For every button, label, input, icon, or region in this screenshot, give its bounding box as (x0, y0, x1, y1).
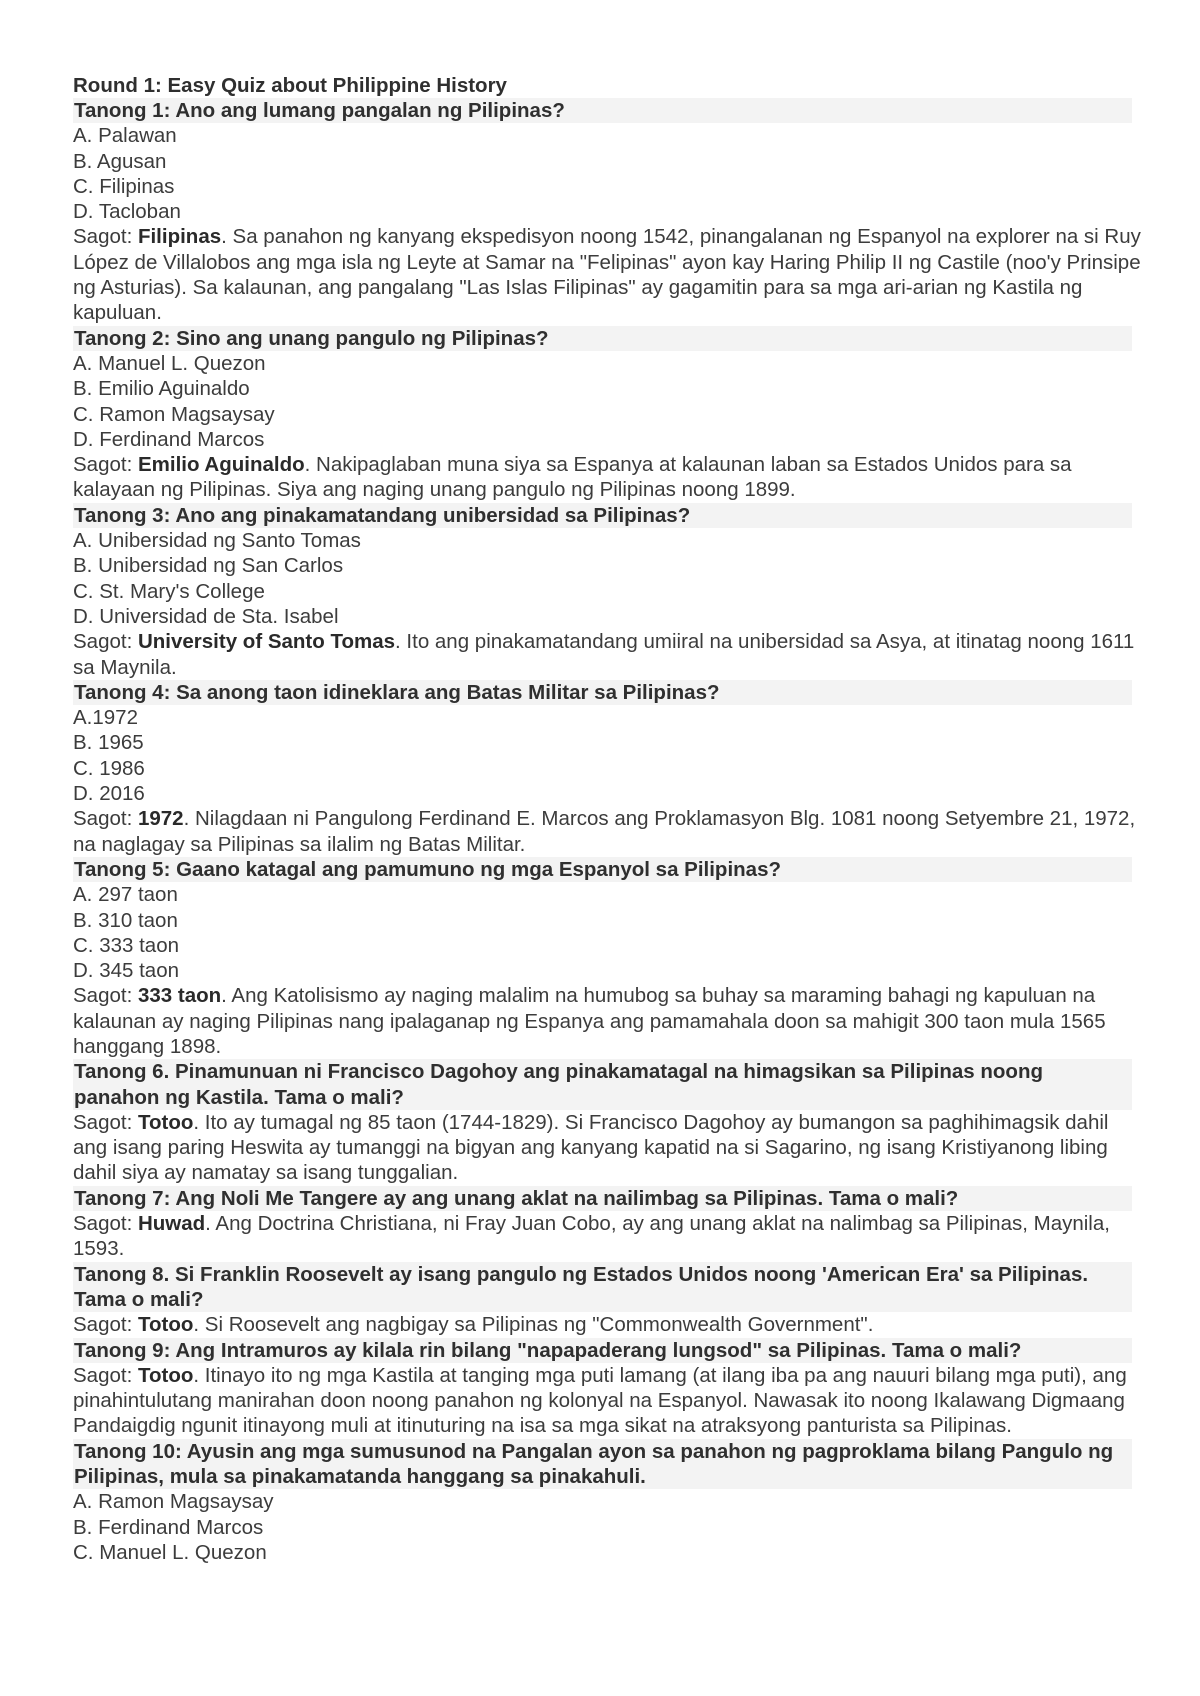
answer-label: Sagot: (73, 984, 138, 1008)
answer-label: Sagot: (73, 1212, 138, 1236)
answer-option: B. 1965 (73, 731, 144, 755)
answer-option: D. Tacloban (73, 200, 181, 224)
answer-detail: . Nilagdaan ni Pangulong Ferdinand E. Marcos ang Proklamasyon Blg. 1081 noong Setyembre 21, 1972, na naglagay sa Pilipinas sa ilalim ng Batas Militar. (73, 807, 1136, 856)
answer-option: D. 345 taon (73, 959, 179, 983)
answer-explanation (73, 1110, 1148, 1186)
document-title: Round 1: Easy Quiz about Philippine History (73, 74, 507, 97)
answer-explanation (73, 1312, 1148, 1337)
correct-answer: Filipinas (137, 225, 222, 249)
question-text: Tanong 6. Pinamunuan ni Francisco Dagohoy ang pinakamatagal na himagsikan sa Pilipinas noong panahon ng Kastila. Tama o mali? (73, 1059, 1132, 1110)
answer-option: A. Manuel L. Quezon (73, 351, 266, 375)
correct-answer: Totoo (137, 1363, 194, 1387)
answer-label: Sagot: (73, 225, 138, 249)
answer-option: C. 333 taon (73, 933, 179, 957)
answer-label: Sagot: (73, 807, 138, 831)
answer-explanation (73, 806, 1148, 857)
question-text: Tanong 1: Ano ang lumang pangalan ng Pilipinas? (73, 98, 1132, 123)
answer-option: D. 2016 (73, 782, 145, 806)
answer-explanation (73, 629, 1148, 680)
answer-detail: . Sa panahon ng kanyang ekspedisyon noong 1542, pinangalanan ng Espanyol na explorer na si Ruy López de Villalobos ang mga isla ng Leyte at Samar na "Felipinas" ayon kay Haring Philip II ng Castile (noo'y Prinsipe ng Asturias). Sa kalaunan, ang pangalang "Las Islas Filipinas" ay gagamitin para sa mga ari-arian ng Kastila ng kapuluan. (73, 225, 1141, 325)
answer-option: C. Manuel L. Quezon (73, 1540, 267, 1564)
answer-detail: . Ang Doctrina Christiana, ni Fray Juan Cobo, ay ang unang aklat na nalimbag sa Pilipinas, Maynila, 1593. (73, 1212, 1110, 1261)
answer-explanation (73, 983, 1148, 1059)
answer-detail: . Ang Katolisismo ay naging malalim na humubog sa buhay sa maraming bahagi ng kapuluan na kalaunan ay naging Pilipinas nang ipalaganap ng Espanya ang pamamahala doon sa mahigit 300 taon mula 1565 hanggang 1898. (73, 984, 1106, 1058)
answer-option: C. Ramon Magsaysay (73, 402, 275, 426)
answer-label: Sagot: (73, 1363, 138, 1387)
correct-answer: 1972 (137, 807, 184, 831)
answer-option: A. Palawan (73, 124, 177, 148)
answer-detail: . Nakipaglaban muna siya sa Espanya at kalaunan laban sa Estados Unidos para sa kalayaan ng Pilipinas. Siya ang naging unang pangulo ng Pilipinas noong 1899. (73, 453, 1072, 502)
question-text: Tanong 3: Ano ang pinakamatandang unibersidad sa Pilipinas? (73, 503, 1132, 528)
answer-option: A. Unibersidad ng Santo Tomas (73, 529, 361, 553)
answer-label: Sagot: (73, 1313, 138, 1337)
question-text: Tanong 4: Sa anong taon idineklara ang Batas Militar sa Pilipinas? (73, 680, 1132, 705)
answer-option: B. Emilio Aguinaldo (73, 377, 250, 401)
question-text: Tanong 5: Gaano katagal ang pamumuno ng mga Espanyol sa Pilipinas? (73, 857, 1132, 882)
answer-label: Sagot: (73, 630, 138, 654)
answer-label: Sagot: (73, 453, 138, 477)
answer-option: D. Universidad de Sta. Isabel (73, 604, 339, 628)
answer-explanation (73, 1211, 1148, 1262)
question-block (73, 326, 1200, 503)
question-block (73, 98, 1200, 326)
question-text: Tanong 7: Ang Noli Me Tangere ay ang unang aklat na nailimbag sa Pilipinas. Tama o mali? (73, 1186, 1132, 1211)
correct-answer: Totoo (137, 1110, 194, 1134)
question-block (73, 680, 1200, 857)
question-block (73, 1338, 1200, 1439)
answer-option: C. St. Mary's College (73, 579, 265, 603)
answer-option: B. Ferdinand Marcos (73, 1515, 264, 1539)
answer-option: D. Ferdinand Marcos (73, 427, 265, 451)
answer-detail: . Itinayo ito ng mga Kastila at tanging mga puti lamang (at ilang iba pa ang nauuri bilang mga puti), ang pinahintulutang manirahan doon noong panahon ng kolonyal na Espanyol. Nawasak ito noong Ikalawang Digmaang Pandaigdig ngunit itinayong muli at itinuturing na isa sa mga sikat na atraksyong panturista sa Pilipinas. (73, 1363, 1127, 1438)
correct-answer: Emilio Aguinaldo (137, 453, 305, 477)
correct-answer: Totoo (137, 1313, 194, 1337)
answer-detail: . Ito ang pinakamatandang umiiral na unibersidad sa Asya, at itinatag noong 1611 sa Maynila. (73, 630, 1135, 679)
answer-detail: . Ito ay tumagal ng 85 taon (1744-1829). Si Francisco Dagohoy ay bumangon sa paghihimagsik dahil ang isang paring Heswita ay tumanggi na bigyan ang kanyang kapatid na si Sagarino, ng isang Kristiyanong libing dahil siya ay namatay sa isang tunggalian. (73, 1110, 1109, 1185)
question-block (73, 1262, 1200, 1338)
answer-option: B. 310 taon (73, 908, 178, 932)
answer-option: C. 1986 (73, 756, 145, 780)
question-text: Tanong 2: Sino ang unang pangulo ng Pilipinas? (73, 326, 1132, 351)
answer-option: A. Ramon Magsaysay (73, 1490, 274, 1514)
correct-answer: 333 taon (137, 984, 222, 1008)
correct-answer: Huwad (137, 1212, 206, 1236)
question-block (73, 1059, 1200, 1185)
answer-explanation (73, 1363, 1148, 1439)
answer-option: A.1972 (73, 706, 138, 730)
answer-detail: . Si Roosevelt ang nagbigay sa Pilipinas ng "Commonwealth Government". (193, 1313, 874, 1337)
question-text: Tanong 8. Si Franklin Roosevelt ay isang pangulo ng Estados Unidos noong 'American Era' sa Pilipinas. Tama o mali? (73, 1262, 1132, 1313)
question-block (73, 1439, 1200, 1565)
question-list (73, 98, 1200, 1565)
answer-option: B. Agusan (73, 149, 167, 173)
question-text: Tanong 10: Ayusin ang mga sumusunod na Pangalan ayon sa panahon ng pagproklama bilang Pangulo ng Pilipinas, mula sa pinakamatanda hanggang sa pinakahuli. (73, 1439, 1132, 1490)
question-text: Tanong 9: Ang Intramuros ay kilala rin bilang "napapaderang lungsod" sa Pilipinas. Tama o mali? (73, 1338, 1132, 1363)
question-block (73, 503, 1200, 680)
answer-explanation (73, 452, 1148, 503)
question-block (73, 857, 1200, 1059)
answer-explanation (73, 224, 1148, 325)
answer-option: B. Unibersidad ng San Carlos (73, 554, 344, 578)
answer-option: A. 297 taon (73, 883, 178, 907)
correct-answer: University of Santo Tomas (137, 630, 396, 654)
answer-label: Sagot: (73, 1110, 138, 1134)
answer-option: C. Filipinas (73, 174, 175, 198)
question-block (73, 1186, 1200, 1262)
